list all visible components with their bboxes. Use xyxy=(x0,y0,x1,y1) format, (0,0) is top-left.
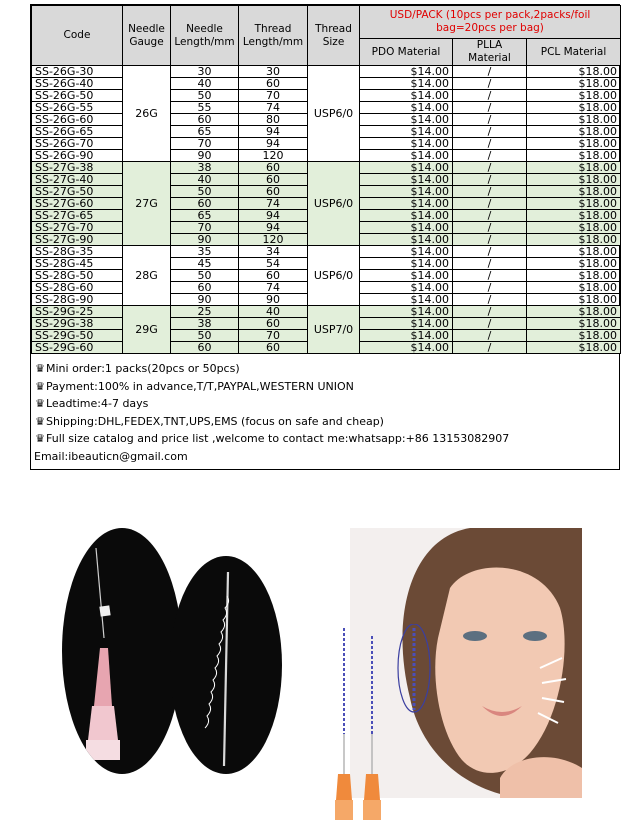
code-cell: SS-27G-50 xyxy=(32,186,123,198)
thread-length-cell: 60 xyxy=(239,270,308,282)
pcl-price-cell: $18.00 xyxy=(527,150,621,162)
thread-length-cell: 70 xyxy=(239,90,308,102)
thread-length-cell: 94 xyxy=(239,126,308,138)
thread-length-cell: 120 xyxy=(239,150,308,162)
needle-length-cell: 25 xyxy=(171,306,239,318)
gauge-cell: 29G xyxy=(123,306,171,354)
gauge-cell: 28G xyxy=(123,246,171,306)
needle-length-cell: 35 xyxy=(171,246,239,258)
header-code: Code xyxy=(32,6,123,66)
notes-section xyxy=(31,354,619,469)
pcl-price-cell: $18.00 xyxy=(527,294,621,306)
thread-length-cell: 70 xyxy=(239,330,308,342)
pcl-price-cell: $18.00 xyxy=(527,270,621,282)
thread-size-cell: USP6/0 xyxy=(308,66,360,162)
table-row xyxy=(32,66,621,78)
pcl-price-cell: $18.00 xyxy=(527,306,621,318)
pcl-price-cell: $18.00 xyxy=(527,102,621,114)
needle-length-cell: 60 xyxy=(171,342,239,354)
pdo-price-cell: $14.00 xyxy=(360,78,453,90)
plla-price-cell: / xyxy=(453,78,527,90)
header-thread-size: Thread Size xyxy=(308,6,360,66)
header-needle-length: Needle Length/mm xyxy=(171,6,239,66)
gauge-cell: 26G xyxy=(123,66,171,162)
plla-price-cell: / xyxy=(453,318,527,330)
pdo-price-cell: $14.00 xyxy=(360,90,453,102)
needle-length-cell: 90 xyxy=(171,294,239,306)
code-cell: SS-26G-40 xyxy=(32,78,123,90)
thread-length-cell: 60 xyxy=(239,78,308,90)
crown-icon: ♛ xyxy=(35,414,45,428)
needle-length-cell: 65 xyxy=(171,126,239,138)
thread-length-cell: 34 xyxy=(239,246,308,258)
table-row xyxy=(32,246,621,258)
plla-price-cell: / xyxy=(453,306,527,318)
pcl-price-cell: $18.00 xyxy=(527,222,621,234)
pcl-price-cell: $18.00 xyxy=(527,258,621,270)
code-cell: SS-28G-60 xyxy=(32,282,123,294)
plla-price-cell: / xyxy=(453,222,527,234)
pcl-price-cell: $18.00 xyxy=(527,330,621,342)
thread-size-cell: USP6/0 xyxy=(308,162,360,246)
thread-length-cell: 60 xyxy=(239,342,308,354)
plla-price-cell: / xyxy=(453,246,527,258)
needle-length-cell: 70 xyxy=(171,138,239,150)
thread-size-cell: USP6/0 xyxy=(308,246,360,306)
pdo-price-cell: $14.00 xyxy=(360,294,453,306)
needle-length-cell: 38 xyxy=(171,318,239,330)
plla-price-cell: / xyxy=(453,210,527,222)
pdo-price-cell: $14.00 xyxy=(360,270,453,282)
note-text: Payment:100% in advance,T/T,PAYPAL,WESTERN UNION xyxy=(46,379,354,393)
note-text: Leadtime:4-7 days xyxy=(46,397,149,410)
pdo-price-cell: $14.00 xyxy=(360,306,453,318)
note-text: Full size catalog and price list ,welcome to contact me:whatsapp:+86 13153082907 xyxy=(46,432,510,445)
pdo-price-cell: $14.00 xyxy=(360,330,453,342)
needle-length-cell: 40 xyxy=(171,174,239,186)
pcl-price-cell: $18.00 xyxy=(527,174,621,186)
code-cell: SS-26G-30 xyxy=(32,66,123,78)
needle-length-cell: 60 xyxy=(171,198,239,210)
needle-length-cell: 50 xyxy=(171,186,239,198)
needle-length-cell: 65 xyxy=(171,210,239,222)
table-row xyxy=(32,162,621,174)
plla-price-cell: / xyxy=(453,150,527,162)
pdo-price-cell: $14.00 xyxy=(360,186,453,198)
plla-price-cell: / xyxy=(453,282,527,294)
code-cell: SS-29G-60 xyxy=(32,342,123,354)
code-cell: SS-26G-70 xyxy=(32,138,123,150)
needle-length-cell: 50 xyxy=(171,270,239,282)
code-cell: SS-28G-90 xyxy=(32,294,123,306)
header-plla: PLLA Material xyxy=(453,39,527,66)
pdo-price-cell: $14.00 xyxy=(360,198,453,210)
code-cell: SS-27G-40 xyxy=(32,174,123,186)
gauge-cell: 27G xyxy=(123,162,171,246)
plla-price-cell: / xyxy=(453,198,527,210)
thread-length-cell: 80 xyxy=(239,114,308,126)
code-cell: SS-27G-38 xyxy=(32,162,123,174)
pcl-price-cell: $18.00 xyxy=(527,234,621,246)
code-cell: SS-29G-25 xyxy=(32,306,123,318)
header-pcl: PCL Material xyxy=(527,39,621,66)
code-cell: SS-28G-35 xyxy=(32,246,123,258)
thread-length-cell: 60 xyxy=(239,318,308,330)
pcl-price-cell: $18.00 xyxy=(527,114,621,126)
thread-length-cell: 60 xyxy=(239,162,308,174)
pdo-price-cell: $14.00 xyxy=(360,258,453,270)
pcl-price-cell: $18.00 xyxy=(527,318,621,330)
needle-length-cell: 60 xyxy=(171,114,239,126)
plla-price-cell: / xyxy=(453,174,527,186)
plla-price-cell: / xyxy=(453,342,527,354)
pdo-price-cell: $14.00 xyxy=(360,234,453,246)
plla-price-cell: / xyxy=(453,186,527,198)
plla-price-cell: / xyxy=(453,66,527,78)
code-cell: SS-27G-70 xyxy=(32,222,123,234)
thread-length-cell: 40 xyxy=(239,306,308,318)
price-table xyxy=(31,5,621,354)
thread-length-cell: 74 xyxy=(239,198,308,210)
plla-price-cell: / xyxy=(453,162,527,174)
note-line xyxy=(34,395,616,413)
pdo-price-cell: $14.00 xyxy=(360,174,453,186)
pdo-price-cell: $14.00 xyxy=(360,138,453,150)
pcl-price-cell: $18.00 xyxy=(527,126,621,138)
thread-length-cell: 54 xyxy=(239,258,308,270)
thread-length-cell: 74 xyxy=(239,102,308,114)
table-row xyxy=(32,306,621,318)
pcl-price-cell: $18.00 xyxy=(527,246,621,258)
plla-price-cell: / xyxy=(453,234,527,246)
pcl-price-cell: $18.00 xyxy=(527,90,621,102)
plla-price-cell: / xyxy=(453,258,527,270)
pcl-price-cell: $18.00 xyxy=(527,66,621,78)
thread-length-cell: 30 xyxy=(239,66,308,78)
pdo-price-cell: $14.00 xyxy=(360,162,453,174)
code-cell: SS-29G-38 xyxy=(32,318,123,330)
pdo-price-cell: $14.00 xyxy=(360,246,453,258)
thread-length-cell: 120 xyxy=(239,234,308,246)
thread-illustration xyxy=(322,624,452,823)
note-line xyxy=(34,448,616,466)
pcl-price-cell: $18.00 xyxy=(527,138,621,150)
pdo-price-cell: $14.00 xyxy=(360,282,453,294)
plla-price-cell: / xyxy=(453,114,527,126)
code-cell: SS-29G-50 xyxy=(32,330,123,342)
pcl-price-cell: $18.00 xyxy=(527,162,621,174)
crown-icon: ♛ xyxy=(35,362,45,375)
needle-photo-1 xyxy=(62,528,182,774)
pcl-price-cell: $18.00 xyxy=(527,198,621,210)
needle-length-cell: 70 xyxy=(171,222,239,234)
code-cell: SS-27G-60 xyxy=(32,198,123,210)
thread-length-cell: 74 xyxy=(239,282,308,294)
plla-price-cell: / xyxy=(453,90,527,102)
note-text: Email:ibeauticn@gmail.com xyxy=(34,449,188,463)
pcl-price-cell: $18.00 xyxy=(527,186,621,198)
needle-photo-2 xyxy=(170,556,282,774)
pdo-price-cell: $14.00 xyxy=(360,66,453,78)
pdo-price-cell: $14.00 xyxy=(360,150,453,162)
pcl-price-cell: $18.00 xyxy=(527,342,621,354)
price-sheet xyxy=(30,4,620,470)
pdo-price-cell: $14.00 xyxy=(360,126,453,138)
thread-length-cell: 90 xyxy=(239,294,308,306)
plla-price-cell: / xyxy=(453,102,527,114)
code-cell: SS-28G-50 xyxy=(32,270,123,282)
pdo-price-cell: $14.00 xyxy=(360,210,453,222)
product-photos xyxy=(62,528,582,823)
plla-price-cell: / xyxy=(453,138,527,150)
plla-price-cell: / xyxy=(453,294,527,306)
note-text: Shipping:DHL,FEDEX,TNT,UPS,EMS (focus on safe and cheap) xyxy=(46,414,384,428)
needle-length-cell: 60 xyxy=(171,282,239,294)
pdo-price-cell: $14.00 xyxy=(360,342,453,354)
needle-length-cell: 38 xyxy=(171,162,239,174)
header-pdo: PDO Material xyxy=(360,39,453,66)
pdo-price-cell: $14.00 xyxy=(360,102,453,114)
header-usd-per-pack: USD/PACK (10pcs per pack,2packs/foil bag=20pcs per bag) xyxy=(360,6,621,39)
code-cell: SS-26G-50 xyxy=(32,90,123,102)
code-cell: SS-28G-45 xyxy=(32,258,123,270)
thread-length-cell: 94 xyxy=(239,210,308,222)
needle-length-cell: 40 xyxy=(171,78,239,90)
plla-price-cell: / xyxy=(453,270,527,282)
note-line xyxy=(34,430,616,448)
needle-length-cell: 50 xyxy=(171,330,239,342)
plla-price-cell: / xyxy=(453,126,527,138)
thread-length-cell: 60 xyxy=(239,174,308,186)
note-line xyxy=(34,378,616,396)
thread-length-cell: 94 xyxy=(239,138,308,150)
pcl-price-cell: $18.00 xyxy=(527,282,621,294)
pcl-price-cell: $18.00 xyxy=(527,210,621,222)
thread-size-cell: USP7/0 xyxy=(308,306,360,354)
needle-length-cell: 55 xyxy=(171,102,239,114)
thread-length-cell: 94 xyxy=(239,222,308,234)
header-gauge: Needle Gauge xyxy=(123,6,171,66)
note-text: Mini order:1 packs(20pcs or 50pcs) xyxy=(46,362,240,375)
needle-length-cell: 50 xyxy=(171,90,239,102)
thread-length-cell: 60 xyxy=(239,186,308,198)
code-cell: SS-27G-65 xyxy=(32,210,123,222)
code-cell: SS-26G-60 xyxy=(32,114,123,126)
code-cell: SS-26G-90 xyxy=(32,150,123,162)
code-cell: SS-26G-65 xyxy=(32,126,123,138)
pcl-price-cell: $18.00 xyxy=(527,78,621,90)
crown-icon: ♛ xyxy=(35,432,45,445)
table-body xyxy=(32,66,621,354)
pdo-price-cell: $14.00 xyxy=(360,318,453,330)
header-thread-length: Thread Length/mm xyxy=(239,6,308,66)
code-cell: SS-27G-90 xyxy=(32,234,123,246)
note-line xyxy=(34,413,616,431)
crown-icon: ♛ xyxy=(35,379,45,393)
needle-length-cell: 30 xyxy=(171,66,239,78)
note-line xyxy=(34,360,616,378)
pdo-price-cell: $14.00 xyxy=(360,222,453,234)
needle-length-cell: 90 xyxy=(171,234,239,246)
plla-price-cell: / xyxy=(453,330,527,342)
needle-length-cell: 90 xyxy=(171,150,239,162)
pdo-price-cell: $14.00 xyxy=(360,114,453,126)
crown-icon: ♛ xyxy=(35,397,45,410)
needle-length-cell: 45 xyxy=(171,258,239,270)
code-cell: SS-26G-55 xyxy=(32,102,123,114)
